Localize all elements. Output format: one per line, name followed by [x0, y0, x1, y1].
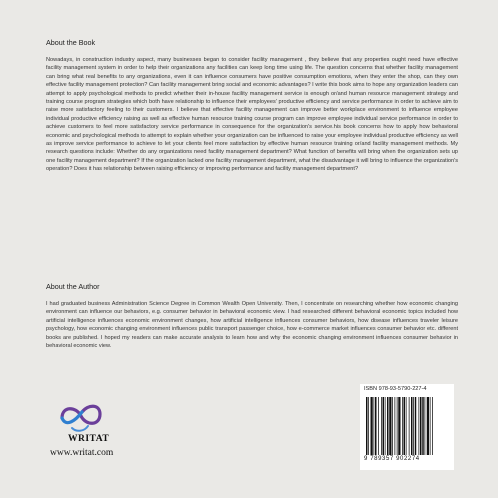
- barcode-bar: [378, 397, 379, 455]
- about-author-heading: About the Author: [46, 282, 100, 291]
- barcode: [366, 397, 450, 455]
- barcode-bar: [419, 397, 420, 455]
- barcode-bar: [385, 397, 386, 455]
- barcode-bar: [413, 397, 414, 455]
- barcode-bar: [395, 397, 396, 455]
- barcode-bar: [411, 397, 413, 455]
- barcode-bar: [374, 397, 375, 455]
- barcode-bar: [430, 397, 431, 455]
- publisher-name: WRITAT: [68, 434, 110, 444]
- barcode-bar: [398, 397, 400, 455]
- barcode-bar: [420, 397, 422, 455]
- barcode-bar: [422, 397, 424, 455]
- barcode-digits: 9 789357 902274: [364, 456, 420, 462]
- barcode-bar: [415, 397, 417, 455]
- barcode-bar: [375, 397, 377, 455]
- barcode-bar: [397, 397, 398, 455]
- barcode-bar: [387, 397, 389, 455]
- barcode-bar: [406, 397, 407, 455]
- barcode-bar: [368, 397, 369, 455]
- isbn-barcode-box: [360, 384, 454, 470]
- barcode-bar: [409, 397, 410, 455]
- about-book-heading: About the Book: [46, 38, 96, 47]
- barcode-bar: [381, 397, 382, 455]
- barcode-bar: [392, 397, 393, 455]
- barcode-bar: [366, 397, 368, 455]
- barcode-bar: [404, 397, 406, 455]
- barcode-bar: [402, 397, 403, 455]
- barcode-bar: [389, 397, 391, 455]
- publisher-url: www.writat.com: [50, 448, 114, 458]
- infinity-ribbon-icon: [58, 398, 104, 434]
- barcode-bar: [371, 397, 373, 455]
- about-book-text: Nowadays, in construction industry aspect, many businesses began to consider facility management , they believe that any properties ought need have effective facility management system in order to help their organizations any facilities can keep long time using life. The question concerns that whether facility management can bring what real benefits to any organizations, even it can influence consumers have positive consumption emotions, when they enter the shop, can they own effective facility management protection? Can facility management bring social and economic advantages? I write this book aims to hope any organization leaders can attempt to apply psychological methods to predict whether their in-house facility management service is enough or/and human resource management strategy and training course program strategies which both have relationship to influence their employees' productive efficiency and service performance in order to achieve aim to raise more satisfactory feeling to their customers. I believe that effective facility management can improve better workplace environment to influence employee individual productive efficiency raising as well as effective human resource training course program can improve employee individual service performance in order to achieve customers to feel more satisfactory service performance in consequence for the organization's service.his book concerns how to apply how behavioral economic and psychological methods to attempt to explain whether your organization can be influenced to raise your employee individual productive efficiency as well as improve service performance to achieve to let your clients feel more satisfaction by effective human resource training or/and facility management methods. My research questions include: Whether do any organizations need facility management department? What function of benefits will bring when the organization sets up one facility management department? If the organization lacked one facility management department, what the disadvantage it will bring to influence the organization's operation? Does it has relationship between raising efficiency or improving performance and facility management department?: [46, 57, 458, 173]
- barcode-bar: [383, 397, 385, 455]
- barcode-bar: [432, 397, 433, 455]
- barcode-bar: [427, 397, 429, 455]
- isbn-label: ISBN 978-93-5790-227-4: [364, 386, 427, 392]
- barcode-bar: [425, 397, 426, 455]
- publisher-logo: [48, 398, 138, 468]
- about-author-text: I had graduated business Administration Science Degree in Common Wealth Open University. Then, I concentrate on researching whether how economic changing environment can influence our behaviors, e.g. consumer behavior in behavioral economic view. I had researched different behavioral economic topics included how artificial intelligence influences economic environment changes, how artificial intelligence influences consumer behaviors, how disease influences traveler leisure psychology, how economic changing environment influences public transport passenger choice, how e-commerce market influences consumer behavior etc. different books are published. I hoped my readers can make accurate analysis to learn how and why the economic changing environment influences consumer behavior in behavioral economic view.: [46, 301, 458, 350]
